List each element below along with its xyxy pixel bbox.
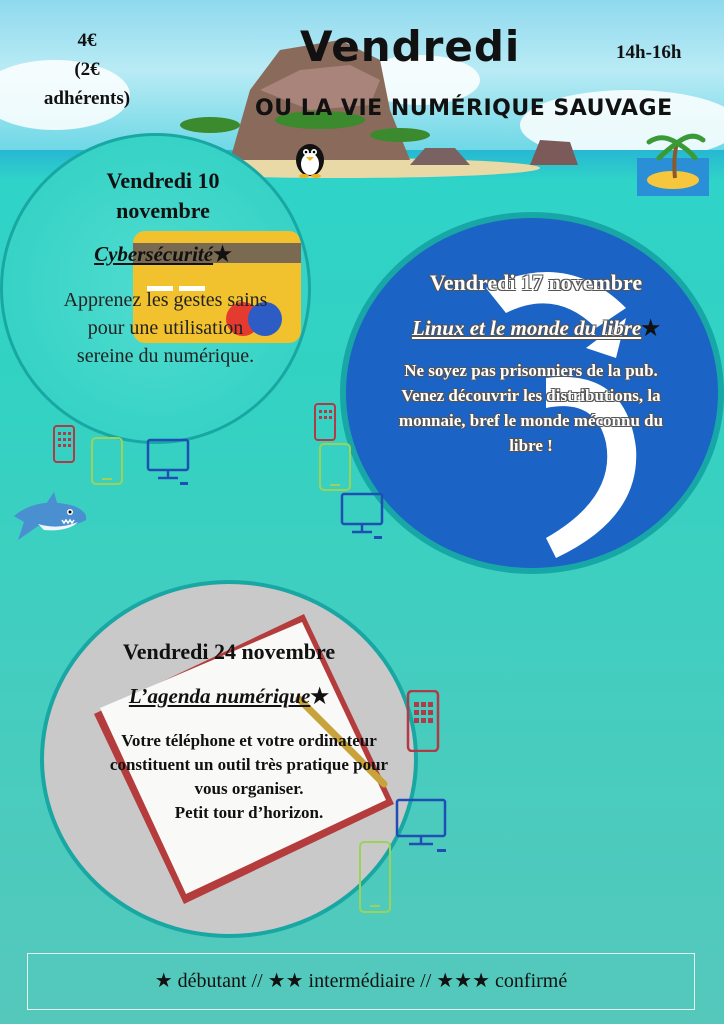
session-topic (366, 316, 706, 341)
level-legend: ★ débutant // ★★ intermédiaire // ★★★ confirmé (27, 953, 695, 1010)
phone-icon (52, 425, 76, 463)
tablet-icon (318, 442, 352, 492)
level-star: ★ (213, 242, 232, 266)
hours-label: 14h-16h (616, 42, 682, 63)
monitor-icon (146, 438, 192, 488)
session-card-cybersecurity (0, 133, 311, 444)
price-info (32, 26, 142, 113)
penguin-icon (292, 138, 328, 178)
level-star: ★ (310, 684, 330, 708)
session-date-line2: novembre (116, 198, 210, 223)
session-date: Vendredi 17 novembre (429, 270, 643, 295)
price-member: (2€ (74, 59, 100, 80)
session-date: Vendredi 24 novembre (122, 639, 336, 664)
session-topic-label: Cybersécurité (94, 242, 214, 266)
tablet-icon (358, 840, 392, 914)
price-full: 4€ (77, 30, 97, 51)
session-description: Ne soyez pas prisonniers de la pub. Venez découvrir les distributions, la monnaie, bref le monde méconnu du libre ! (398, 361, 664, 455)
page-subtitle: OU LA VIE NUMÉRIQUE SAUVAGE (255, 96, 673, 121)
session-description-line1: Votre téléphone et votre ordinateur constituent un outil très pratique pour vous organiser. (109, 731, 389, 798)
session-topic (84, 684, 374, 709)
session-topic-label: Linux et le monde du libre (411, 316, 642, 340)
page-title: Vendredi (300, 22, 521, 71)
session-date (63, 166, 263, 226)
tablet-icon (90, 436, 124, 486)
price-member-label: adhérents) (43, 88, 131, 109)
palm-island-icon (637, 128, 709, 196)
session-description-line2: Petit tour d’horizon. (174, 803, 324, 822)
session-description: Apprenez les gestes sains pour une utilisation sereine du numérique. (63, 289, 268, 367)
level-star: ★ (641, 316, 661, 340)
phone-icon (406, 690, 440, 752)
phone-icon (313, 403, 337, 441)
session-date-line1: Vendredi 10 (106, 168, 220, 193)
session-description (99, 729, 399, 825)
shark-icon (8, 490, 90, 546)
monitor-icon (395, 798, 451, 856)
session-card-linux (340, 212, 724, 574)
monitor-icon (340, 492, 386, 542)
session-topic-label: L’agenda numérique (128, 684, 311, 708)
session-topic (43, 242, 283, 267)
